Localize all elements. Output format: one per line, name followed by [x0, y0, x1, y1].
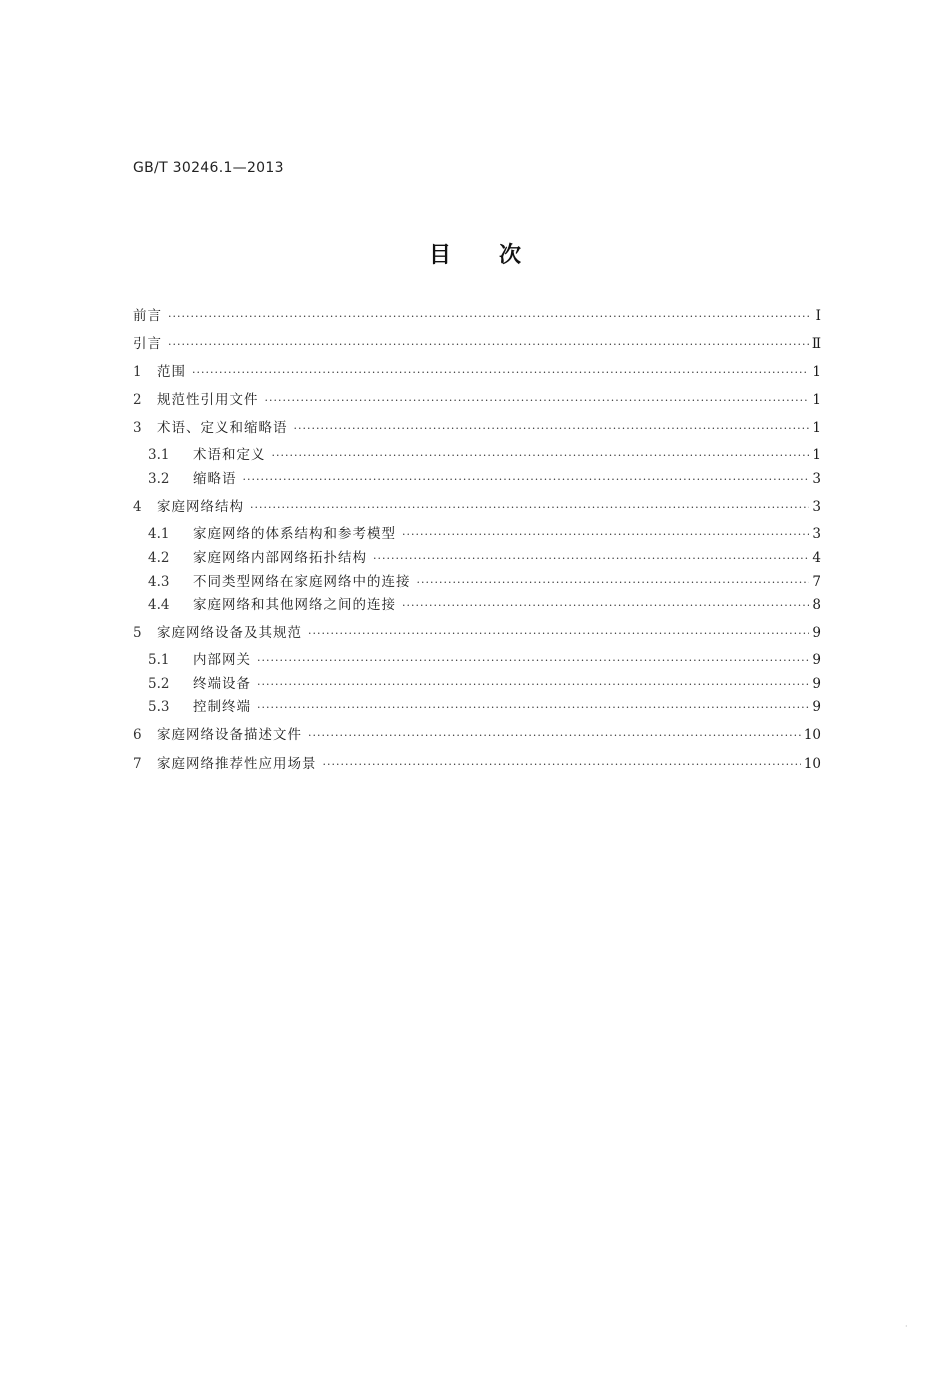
toc-entry-number: 3.1 — [148, 447, 170, 463]
toc-entry-number: 5.1 — [148, 652, 170, 668]
toc-entry[interactable] — [148, 571, 821, 593]
toc-entry[interactable] — [148, 673, 821, 695]
toc-page-number: 9 — [812, 676, 821, 692]
toc-entry-number: 4.2 — [148, 550, 170, 566]
toc-page-number: 9 — [812, 652, 821, 668]
toc-page-number: Ⅰ — [815, 308, 821, 324]
toc-leader-dots — [308, 624, 809, 644]
toc-entry[interactable] — [133, 724, 821, 746]
toc-entry-number: 4 — [133, 499, 142, 515]
toc-entry-title: 终端设备 — [193, 676, 251, 692]
toc-leader-dots — [257, 675, 809, 695]
toc-entry-title: 家庭网络设备描述文件 — [157, 727, 302, 743]
toc-entry-number: 4.4 — [148, 597, 170, 613]
toc-entry-number: 3.2 — [148, 471, 170, 487]
toc-page-number: 3 — [812, 471, 821, 487]
toc-entry[interactable] — [148, 444, 821, 466]
toc-entry-number: 5 — [133, 625, 142, 641]
toc-page-number: 10 — [803, 756, 821, 772]
toc-entry-title: 引言 — [133, 336, 162, 352]
toc-page-number: 1 — [812, 447, 821, 463]
toc-entry-title: 家庭网络设备及其规范 — [157, 625, 302, 641]
toc-entry[interactable] — [133, 622, 821, 644]
toc-page-number: 10 — [803, 727, 821, 743]
toc-entry-number: 6 — [133, 727, 142, 743]
toc-entry[interactable] — [133, 305, 821, 327]
toc-leader-dots — [265, 391, 810, 411]
toc-entry[interactable] — [148, 523, 821, 545]
toc-entry-title: 家庭网络的体系结构和参考模型 — [193, 526, 396, 542]
toc-leader-dots — [402, 525, 809, 545]
toc-entry-title: 家庭网络推荐性应用场景 — [157, 756, 317, 772]
toc-entry-number: 7 — [133, 756, 142, 772]
toc-entry-number: 2 — [133, 392, 142, 408]
toc-page-number: 1 — [812, 420, 821, 436]
toc-entry[interactable] — [133, 389, 821, 411]
toc-entry-title: 缩略语 — [193, 471, 237, 487]
toc-entry-title: 术语和定义 — [193, 447, 266, 463]
toc-page-number: 1 — [812, 364, 821, 380]
toc-leader-dots — [417, 573, 810, 593]
toc-entry-number: 4.1 — [148, 526, 170, 542]
toc-page-number: 7 — [812, 574, 821, 590]
toc-page-number: 8 — [812, 597, 821, 613]
toc-entry[interactable] — [148, 696, 821, 718]
standard-code: GB/T 30246.1—2013 — [133, 160, 284, 176]
toc-leader-dots — [168, 307, 810, 327]
toc-entry[interactable] — [133, 753, 821, 775]
toc-entry[interactable] — [133, 496, 821, 518]
toc-entry-title: 范围 — [157, 364, 186, 380]
toc-page-number: 3 — [812, 526, 821, 542]
toc-leader-dots — [192, 363, 809, 383]
toc-leader-dots — [250, 498, 809, 518]
toc-leader-dots — [294, 419, 810, 439]
toc-entry[interactable] — [148, 547, 821, 569]
toc-leader-dots — [402, 596, 809, 616]
toc-entry[interactable] — [133, 333, 821, 355]
toc-entry-title: 规范性引用文件 — [157, 392, 259, 408]
toc-leader-dots — [308, 726, 801, 746]
toc-entry-number: 1 — [133, 364, 142, 380]
toc-page-number: 4 — [812, 550, 821, 566]
toc-entry-title: 前言 — [133, 308, 162, 324]
toc-leader-dots — [243, 470, 810, 490]
toc-entry-number: 5.3 — [148, 699, 170, 715]
toc-entry-title: 家庭网络和其他网络之间的连接 — [193, 597, 396, 613]
toc-leader-dots — [272, 446, 810, 466]
toc-entry[interactable] — [133, 417, 821, 439]
toc-entry-number: 4.3 — [148, 574, 170, 590]
toc-page-number: 3 — [812, 499, 821, 515]
toc-leader-dots — [257, 651, 809, 671]
toc-page-number: 9 — [812, 699, 821, 715]
scan-mark: · — [905, 1322, 908, 1331]
toc-entry-title: 家庭网络内部网络拓扑结构 — [193, 550, 367, 566]
toc-entry-title: 不同类型网络在家庭网络中的连接 — [193, 574, 411, 590]
toc-entry-number: 3 — [133, 420, 142, 436]
toc-page-number: Ⅱ — [811, 336, 821, 352]
toc-entry-number: 5.2 — [148, 676, 170, 692]
toc-leader-dots — [323, 755, 801, 775]
toc-leader-dots — [373, 549, 809, 569]
page-title: 目次 — [428, 243, 569, 268]
toc-entry-title: 控制终端 — [193, 699, 251, 715]
toc-leader-dots — [257, 698, 809, 718]
toc-entry[interactable] — [133, 361, 821, 383]
toc-entry-title: 术语、定义和缩略语 — [157, 420, 288, 436]
toc-entry[interactable] — [148, 649, 821, 671]
toc-entry-title: 内部网关 — [193, 652, 251, 668]
toc-page-number: 1 — [812, 392, 821, 408]
toc-page-number: 9 — [812, 625, 821, 641]
toc-entry[interactable] — [148, 468, 821, 490]
toc-entry[interactable] — [148, 594, 821, 616]
toc-entry-title: 家庭网络结构 — [157, 499, 244, 515]
toc-leader-dots — [168, 335, 809, 355]
